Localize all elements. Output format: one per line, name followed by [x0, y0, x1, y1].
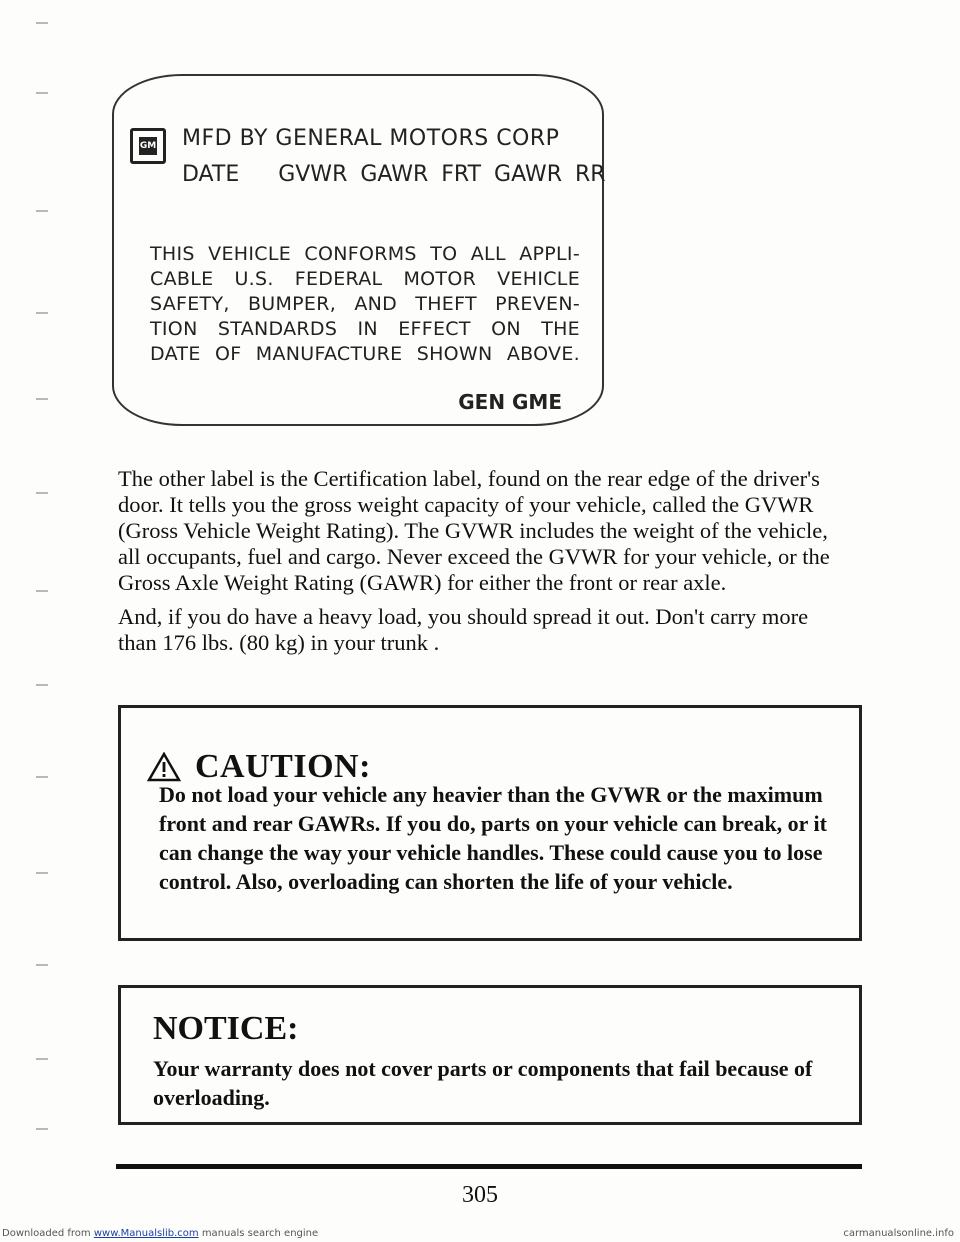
conform-line: THIS VEHICLE CONFORMS TO ALL APPLI- [150, 243, 580, 265]
caution-title: CAUTION: [195, 748, 371, 785]
paragraph-load: And, if you do have a heavy load, you should spread it out. Don't carry more than 176 lbs. (80 kg) in your trunk . [118, 604, 809, 655]
warning-triangle-icon [147, 752, 181, 782]
certification-label-image [112, 74, 604, 426]
page-number: 305 [462, 1182, 498, 1208]
label-conformance-text [150, 242, 580, 367]
label-mfd-line: MFD BY GENERAL MOTORS CORP [182, 126, 560, 151]
gm-logo-icon: GM [130, 128, 166, 164]
conform-line: CABLE U.S. FEDERAL MOTOR VEHICLE [150, 268, 580, 290]
caution-text: Do not load your vehicle any heavier than the GVWR or the maximum front and rear GAWRs. If you do, parts on your vehicle can break, or it can change the way your vehicle handles. These could cause you to lose control. Also, overloading can shorten the life of your vehicle. [159, 782, 827, 894]
watermark-text: carmanualsonline.info [843, 1228, 954, 1239]
footer-suffix: manuals search engine [198, 1228, 319, 1239]
paragraph-certification: The other label is the Certification label, found on the rear edge of the driver's door. It tells you the gross weight capacity of your vehicle, called the GVWR (Gross Vehicle Weight Rating). The GVWR includes the weight of the vehicle, all occupants, fuel and cargo. Never exceed the GVWR for your vehicle, or the Gross Axle Weight Rating (GAWR) for either the front or rear axle. [118, 466, 830, 595]
footer-rule [116, 1164, 862, 1169]
notice-title: NOTICE: [153, 1010, 299, 1047]
label-columns-line: DATE GVWR GAWR FRT GAWR RR [182, 162, 606, 187]
notice-text: Your warranty does not cover parts or components that fail because of overloading. [153, 1056, 813, 1110]
manualslib-link[interactable]: www.Manualslib.com [93, 1228, 199, 1239]
margin-ticks [36, 0, 48, 1242]
caution-box [118, 705, 862, 941]
conform-line: TION STANDARDS IN EFFECT ON THE [150, 318, 580, 340]
conform-line: DATE OF MANUFACTURE SHOWN ABOVE. [150, 343, 580, 365]
body-text [118, 466, 850, 664]
conform-line: SAFETY, BUMPER, AND THEFT PREVEN- [150, 293, 580, 315]
footer-prefix: Downloaded from [2, 1228, 94, 1239]
notice-box [118, 985, 862, 1125]
footer-left [2, 1228, 318, 1239]
label-code: GEN GME [458, 390, 562, 414]
